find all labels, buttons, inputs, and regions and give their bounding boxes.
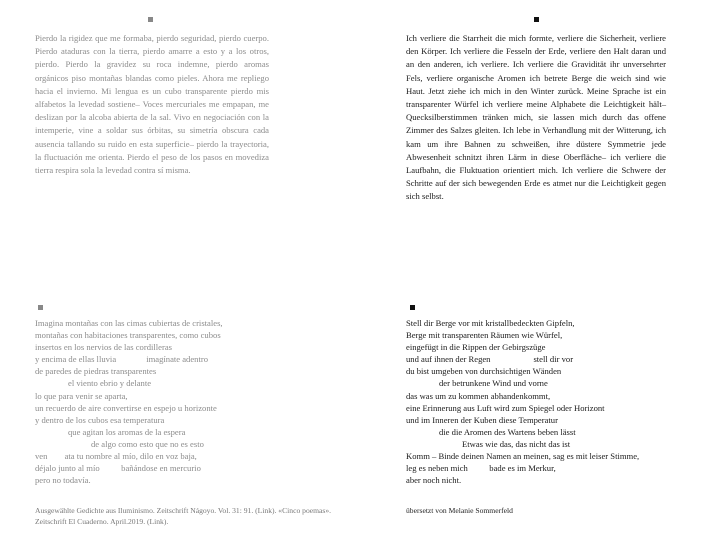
poem-german-prose-text: Ich verliere die Starrheit die mich formte, verliere die Sicherheit, verliere den Körper. Ich verliere die Fesseln der Erde, verliere den Halt daran und an den anderen, ich verliere. Ich verliere die Gravidität ihr unversehrter Fels, verliere organische Aromen ich betrete Berge die weich sind wie Haut. Jetzt ziehe ich mich in den Winter zurück. Meine Sprache ist ein transparenter Würfel ich verliere meine Alphabete die Leichtigkeit hält– Quecksilberstimmen tränken mich, sie lassen mich durch das offene Zimmer des Salzes gleiten. Ich lebe in Verhandlung mit der Witterung, ich kam um ihre Bahnen zu schweißen, ihre düstere Symmetrie jede Abwesenheit schnitzt ihren Lärm in diese Oberfläche– ich verliere die Laufbahn, die Fluktuation orientiert mich. Ich verliere die Schwere der Schritte auf der sich bewegenden Erde es atmet nur die Leichtigkeit gegen sich selbst.	[406, 33, 666, 202]
poem-spanish-prose-text: Pierdo la rigidez que me formaba, pierdo seguridad, pierdo cuerpo. Pierdo ataduras con la tierra, pierdo amarre a esto y a los otros, pierdo. Pierdo la gravidez su roca indemne, pierdo aromas orgánicos piso montañas blandas como pieles. Ahora me repliego hacia el invierno. Mi lengua es un cubo transparente pierdo mis alfabetos la levedad sostiene– Voces mercuriales me empapan, me deslizan por la alcoba abierta de la sal. Vivo en negociación con la intemperie, vine a soldar sus órbitas, su simetría obscura cada ausencia tallando su ruido en esta superficie– pierdo la trayectoria, la fluctuación me orienta. Pierdo el peso de los pasos en movediza tierra respira sola la levedad contra sí misma.	[35, 33, 269, 176]
verse-line: Komm – Binde deinen Namen an meinen, sag es mit leiser Stimme,	[406, 451, 640, 462]
verse-line: eingefügt in die Rippen der Gebirgszüge	[406, 342, 546, 353]
verse-line: montañas con habitaciones transparentes, como cubos	[35, 330, 221, 341]
verse-line: déjalo junto al mío bañándose en mercurio	[35, 463, 201, 474]
verse-line: Stell dir Berge vor mit kristallbedeckten Gipfeln,	[406, 318, 575, 328]
verse-line: leg es neben mich bade es im Merkur,	[406, 463, 556, 474]
poem-spanish-prose	[35, 32, 269, 177]
section-marker-bottom-right	[410, 305, 415, 310]
verse-line: pero no todavía.	[35, 475, 91, 486]
poem-german-verse	[406, 317, 706, 486]
verse-line: eine Erinnerung aus Luft wird zum Spiegel oder Horizont	[406, 402, 605, 413]
verse-line: Etwas wie das, das nicht das ist	[462, 438, 571, 449]
verse-line: de algo como esto que no es esto	[91, 438, 204, 449]
verse-line: und auf ihnen der Regen stell dir vor	[406, 354, 574, 365]
verse-line: y encima de ellas lluvia imagínate adentro	[35, 354, 209, 365]
verse-line: de paredes de piedras transparentes	[35, 366, 157, 377]
verse-line: die die Aromen des Wartens beben lässt	[439, 426, 576, 437]
section-marker-top-right	[534, 17, 539, 22]
verse-line: der betrunkene Wind und vorne	[439, 378, 548, 389]
verse-line: un recuerdo de aire convertirse en espejo u horizonte	[35, 402, 217, 413]
poem-german-prose	[406, 32, 666, 204]
verse-line: Imagina montañas con las cimas cubiertas de cristales,	[35, 318, 223, 328]
verse-line: que agitan los aromas de la espera	[68, 426, 186, 437]
verse-line: das was um zu kommen abhandenkommt,	[406, 390, 551, 401]
section-marker-top-left	[148, 17, 153, 22]
translator-credit: übersetzt von Melanie Sommerfeld	[406, 506, 513, 515]
source-footnote: Ausgewählte Gedichte aus Iluminismo. Zeitschrift Nágoyo. Vol. 31: 91. (Link). «Cinco poemas». Zeitschrift El Cuaderno. April.2019. (Link).	[35, 506, 332, 527]
section-marker-bottom-left	[38, 305, 43, 310]
verse-line: du bist umgeben von durchsichtigen Wänden	[406, 366, 562, 377]
poem-spanish-verse	[35, 317, 295, 486]
verse-line: insertos en los nervios de las cordilleras	[35, 342, 172, 353]
verse-line: Berge mit transparenten Räumen wie Würfel,	[406, 330, 563, 341]
verse-line: ven ata tu nombre al mío, dilo en voz baja,	[35, 451, 197, 462]
verse-line: und im Inneren der Kuben diese Temperatur	[406, 414, 558, 425]
verse-line: el viento ebrio y delante	[68, 378, 152, 389]
verse-line: y dentro de los cubos esa temperatura	[35, 414, 165, 425]
verse-line: lo que para venir se aparta,	[35, 390, 128, 401]
verse-line: aber noch nicht.	[406, 475, 462, 486]
